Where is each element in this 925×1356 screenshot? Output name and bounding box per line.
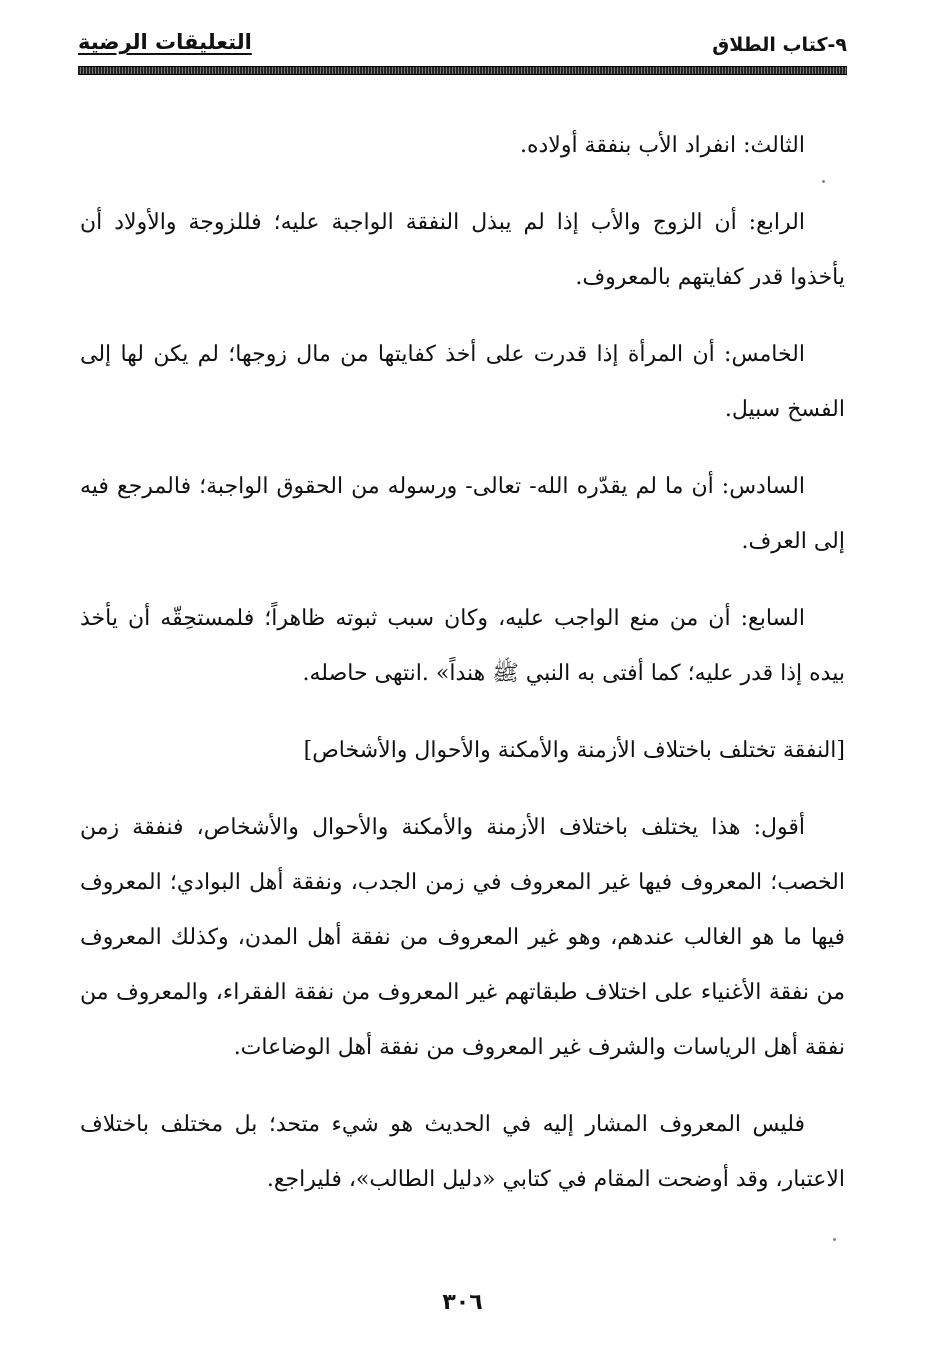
scan-speck [822,180,825,183]
header-rule [78,66,847,75]
paragraph-fourth: الرابع: أن الزوج والأب إذا لم يبذل النفقة الواجبة عليه؛ فللزوجة والأولاد أن يأخذوا قدر كفايتهم بالمعروف. [80,210,845,290]
section-heading: [النفقة تختلف باختلاف الأزمنة والأمكنة والأحوال والأشخاص] [303,738,845,763]
page-body [80,118,845,1229]
paragraph-conclusion: فليس المعروف المشار إليه في الحديث هو شيء متحد؛ بل مختلف باختلاف الاعتبار، وقد أوضحت المقام في كتابي «دليل الطالب»، فليراجع. [80,1112,845,1192]
paragraph-commentary: أقول: هذا يختلف باختلاف الأزمنة والأمكنة والأحوال والأشخاص، فنفقة زمن الخصب؛ المعروف فيها غير المعروف في زمن الجدب، ونفقة أهل البوادي؛ المعروف فيها ما هو الغالب عندهم، وهو غير المعروف من نفقة أهل المدن، وكذلك المعروف من نفقة الأغنياء على اختلاف طبقاتهم غير المعروف من نفقة الفقراء، والمعروف من نفقة أهل الرياسات والشرف غير المعروف من نفقة أهل الوضاعات. [80,815,845,1060]
paragraph-seventh: السابع: أن من منع الواجب عليه، وكان سبب ثبوته ظاهراً؛ فلمستحِقّه أن يأخذ بيده إذا قدر عليه؛ كما أفتى به النبي ﷺ هنداً» .انتهى حاصله. [80,606,845,686]
paragraph-fifth: الخامس: أن المرأة إذا قدرت على أخذ كفايتها من مال زوجها؛ لم يكن لها إلى الفسخ سبيل. [80,342,845,422]
chapter-title: ٩-كتاب الطلاق [712,34,847,56]
scan-speck [833,1238,836,1241]
page-number: ٣٠٦ [442,1290,483,1315]
running-header [78,30,847,64]
book-title: التعليقات الرضية [78,30,252,54]
paragraph-sixth: السادس: أن ما لم يقدّره الله- تعالى- ورسوله من الحقوق الواجبة؛ فالمرجع فيه إلى العرف. [80,474,845,554]
paragraph-third: الثالث: انفراد الأب بنفقة أولاده. [519,133,805,158]
